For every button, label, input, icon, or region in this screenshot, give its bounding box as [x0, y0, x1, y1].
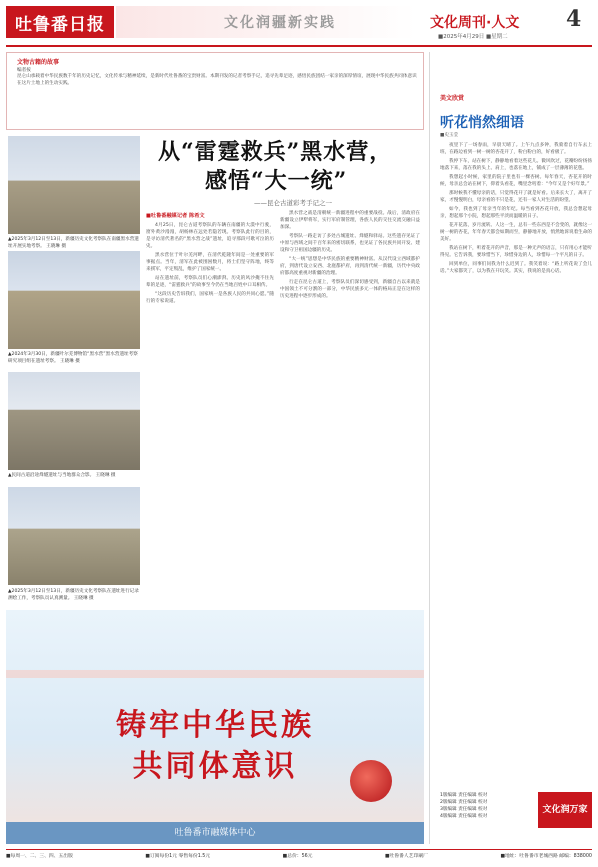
paragraph: 花开花落，岁月流转。人这一生，总有一些东西是不会变的，就像这一树一树的杏花，年年春天都会如期而至，静静地开放，悄然地诉说着生命的美好。 [440, 223, 592, 242]
footer-printer: ■吐鲁番人艺印刷厂 [385, 854, 428, 859]
footer-price: ■订阅每份1元 零售每份1.5元 [145, 854, 211, 859]
article-byline: ■吐鲁番融媒记者 陈希文 [146, 213, 205, 219]
intro-byline: 编者按 [17, 68, 31, 73]
photo-caption: ▲2025年3月12日至13日，新疆历史文化考察队在遗址进行记录测绘工作，考察队员认真测量。 王晓琳 摄 [8, 589, 139, 601]
masthead [0, 0, 598, 44]
header-divider [6, 45, 592, 47]
photo-caption: ▲2025年3月12日至13日，新疆历史文化考察队在南疆黑水营遗址开展实地考察。 王晓琳 摄 [8, 237, 139, 249]
intro-box [6, 52, 424, 130]
footer-address: ■地址：吐鲁番市老城西路 邮编：838000 [500, 854, 592, 859]
intro-tag: 文物古籍的故事 [17, 59, 60, 66]
essay-title: 听花悄然细语 [440, 115, 524, 131]
paragraph: 我站在树下，听着花开的声音，那是一种无声的语言，只有用心才能听得见。它告诉我，要珍惜当下，珍惜身边的人，珍惜每一个平凡的日子。 [440, 246, 592, 258]
essay-author: ■史玉莹 [440, 133, 459, 138]
paragraph: 行走在昆仑古道上，考察队员们深切感受到，新疆自古以来就是中国领土不可分割的一部分，中华民族多元一体的格局正是在这样的历史进程中逐步形成的。 [280, 280, 420, 299]
column-divider [429, 52, 430, 844]
paragraph: 黑水营之战是清朝统一新疆进程中的重要战役。战后，清政府在新疆设立伊犁将军，实行军府制管理，各族人民的交往交流交融日益加深。 [280, 211, 420, 230]
paragraph: 站在遗址前，考察队员们心潮澎湃。历史的风沙掩不住先辈的足迹，“雷霆救兵”的故事至今仍在当地百姓中口耳相传。 [146, 276, 274, 288]
footer [6, 849, 592, 863]
banner-ribbon [6, 670, 424, 678]
editor-line: 3版编辑 责任编辑 校对 [440, 807, 488, 812]
paragraph: 考察队一路走访了多处古城遗址、烽燧和驿站。这些遗存见证了中原与西域之间千百年来的密切联系，也见证了各民族共同开发、建设和守卫祖国边疆的历史。 [280, 234, 420, 253]
essay-body [440, 142, 592, 768]
photo-field-work [8, 487, 140, 585]
header-slogan: 文化润疆新实践 [224, 15, 336, 31]
editor-line: 2版编辑 责任编辑 校对 [440, 800, 488, 805]
paragraph: 如今，我也到了母亲当年的年纪。每当看到杏花开放，我总会想起母亲，想起那个小院，想起那些平淡而温暖的日子。 [440, 207, 592, 219]
section-label: 文化周刊·人文 [430, 15, 520, 31]
headline-line-2: 感悟“大一统” [205, 168, 348, 194]
unity-banner [6, 610, 424, 844]
article-column-b [280, 210, 420, 592]
paragraph: 我想起小时候，家里的院子里也有一棵杏树。每年春天，杏花开的时候，母亲总会站在树下，仰着头看花，嘴里念叨着：“今年又是个好年景。” [440, 175, 592, 187]
photo-caption: ▲2024年3月30日，新疆叶尔羌博物馆“黑水营”黑水营遗址考察研究项目组在遗址考察。 王晓琳 摄 [8, 352, 138, 364]
page-number: 4 [566, 6, 582, 32]
photo-beacon-ruins [8, 372, 140, 470]
paragraph: 回到单位，同事们问我为什么迟到了。我笑着说：“路上听花说了会儿话。”大家都笑了，以为我在开玩笑。其实，我说的是真心话。 [440, 262, 592, 274]
newspaper-logo: 吐鲁番日报 [6, 6, 114, 38]
essay-tag: 美文欣赏 [440, 95, 465, 102]
paragraph: “大一统”思想是中华民族的重要精神财富。从汉代设立西域都护府，到唐代设立安西、北庭都护府，再到清代统一新疆，历代中央政府都高度重视对新疆的治理。 [280, 257, 420, 276]
editor-line: 4版编辑 责任编辑 校对 [440, 814, 488, 819]
paragraph: “这段历史告诉我们，国家统一是各族人民的共同心愿。”随行的专家说道。 [146, 292, 274, 304]
editor-line: 1版编辑 责任编辑 校对 [440, 793, 488, 798]
photo-caption: ▲民间古道沿途烽燧遗址与当地群众合影。 王晓琳 摄 [8, 473, 116, 478]
paragraph: 我停下车，站在树下，静静地看着这些花儿。微风吹过，花瓣纷纷扬扬地落下来，落在我的头上、肩上，也落在地上，铺成了一层薄薄的花毯。 [440, 159, 592, 171]
banner-credit: 吐鲁番市融媒体中心 [6, 822, 424, 844]
banner-slogan-line-1: 铸牢中华民族 [116, 708, 314, 743]
footer-frequency: ■每周一、二、三、四、五出版 [6, 854, 73, 859]
paragraph: 4月25日，昆仑古道考察队的车辆在南疆的大漠中行驶，窗外黄沙漫漫，胡杨林在远处若隐若现。考察队此行的目的，是寻访清代著名的“黑水营之战”遗址，追寻那段可歌可泣的历史。 [146, 223, 274, 249]
issue-date: ■2025年4月29日 ■星期二 [438, 34, 508, 40]
article-column-a [146, 222, 274, 592]
banner-slogan-line-2: 共同体意识 [132, 749, 298, 784]
intro-text: 昆仑山承载着中华民族数千年的历史记忆，文化传承与精神延续，是新时代吐鲁番的宝贵财富。本期刊发的记者考察手记，追寻先辈足迹，感悟民族团结一家亲的深厚情谊，展现中华民族共同体意识在这片土地上的生动实践。 [17, 74, 417, 86]
headline-line-1: 从“雷霆救兵”黑水营， [158, 139, 393, 165]
photo-survey-team [8, 251, 140, 349]
paragraph: 夜里下了一场春雨，早晨天晴了。上午九点多钟，我骑着自行车去上班，在路边看到一树一树的杏花开了，粉白粉白的，好看极了。 [440, 143, 592, 155]
culture-seal: 文化润万家 [538, 792, 592, 828]
paragraph: 黑水营位于叶尔羌河畔，在清代乾隆年间是一处重要的军事据点。当年，清军在此被围困数月，将士们坚守阵地，终等来援军，平定叛乱，维护了国家统一。 [146, 253, 274, 272]
footer-total: ■总价：56元 [282, 854, 313, 859]
pomegranate-icon [350, 760, 392, 802]
subheadline: ——昆仑古道彩考手记之一 [254, 199, 332, 207]
editor-credits [440, 792, 532, 820]
photo-desert-site [8, 136, 140, 234]
paragraph: 那时候我不懂母亲的话，只觉得花开了就是好看。后来长大了，离开了家，才慢慢明白，母亲看的不只是花，还有一家人对生活的盼望。 [440, 191, 592, 203]
